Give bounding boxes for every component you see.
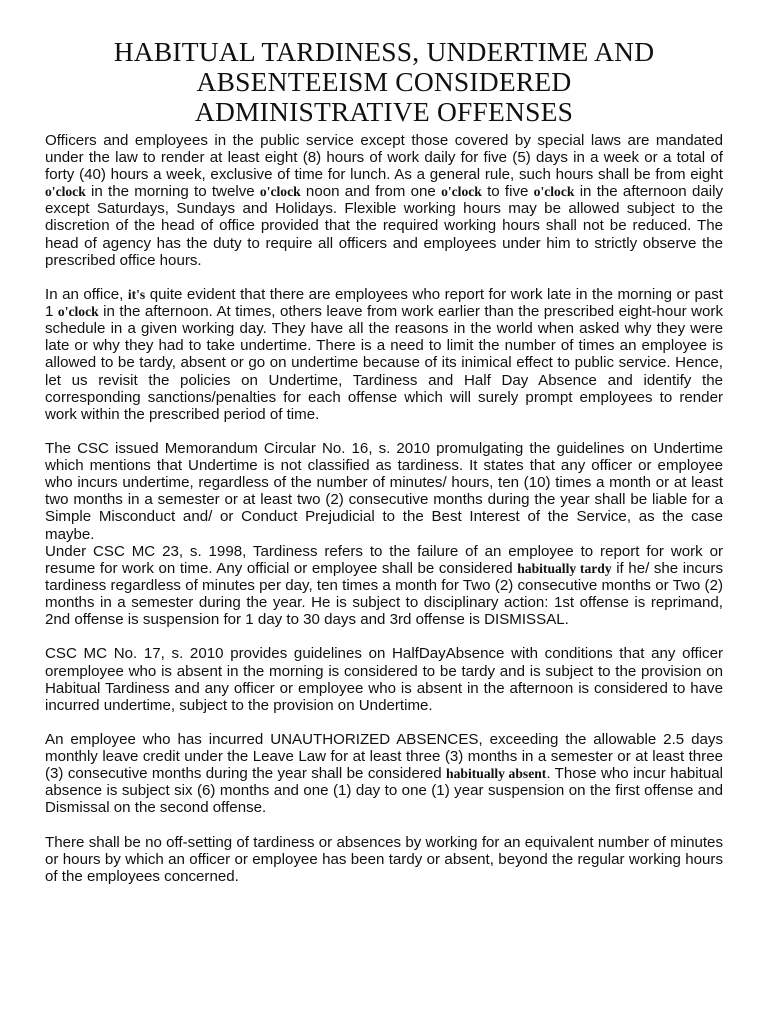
text-run: noon and from one — [300, 183, 442, 201]
paragraph-office-hours — [45, 132, 723, 269]
text-run: Under CSC MC 23, s. 1998, Tardiness refers to the failure of an employee to report for work or resume for work on time. Any official or employee shall be considered — [45, 542, 723, 577]
text-run-serif: o'clock — [57, 304, 99, 320]
document-body — [45, 132, 723, 885]
page-title — [40, 37, 728, 127]
paragraph-unauthorized-absences — [45, 731, 723, 816]
title-line-2: ABSENTEEISM CONSIDERED — [196, 66, 572, 97]
text-run: quite evident that there are employees who report for work late in the morning or past 1 — [45, 286, 723, 321]
text-run: . Those who incur habitual absence is subject six (6) months and one (1) day to one (1) year suspension on the first offense and Dismissal on the second offense. — [45, 765, 723, 817]
text-run-serif: o'clock — [259, 184, 301, 200]
text-run-serif: o'clock — [533, 184, 575, 200]
text-run-serif: o'clock — [441, 184, 482, 200]
paragraph-late-employees — [45, 286, 723, 423]
text-run: An employee who has incurred UNAUTHORIZED ABSENCES, exceeding the allowable 2.5 days monthly leave credit under the Leave Law for at least three (3) months in a semester or at least three (3) consecutive months during the year shall be considered — [45, 731, 723, 783]
text-run: to five — [481, 183, 534, 201]
text-run: in the morning to twelve — [85, 183, 260, 201]
text-run: in the afternoon daily except Saturdays, Sundays and Holidays. Flexible working hours may be allowed subject to the discretion of the head of office provided that the required working hours shall not be reduced. The head of agency has the duty to require all officers and employees under him to strictly observe the prescribed office hours. — [45, 183, 723, 269]
text-run-serif: o'clock — [45, 184, 86, 200]
paragraph-tardiness — [45, 543, 723, 628]
text-run: if he/ she incurs tardiness regardless of minutes per day, ten times a month for Two (2) consecutive months or Two (2) months in a semester during the year. He is subject to disciplinary action: 1st offense is reprimand, 2nd offense is suspension for 1 day to 30 days and 3rd offense is DISMISSAL. — [45, 559, 723, 629]
text-run-serif: habitually tardy — [517, 560, 612, 576]
paragraph-no-offsetting: There shall be no off-setting of tardiness or absences by working for an equivalent number of minutes or hours by which an officer or employee has been tardy or absent, beyond the regular working hours of the employees concerned. — [45, 833, 723, 886]
paragraph-half-day-absence: CSC MC No. 17, s. 2010 provides guidelines on HalfDayAbsence with conditions that any officer oremployee who is absent in the morning is considered to be tardy and is subject to the provision on Habitual Tardiness and any officer or employee who is absent in the afternoon is considered to have incurred undertime, subject to the provision on Undertime. — [45, 645, 723, 714]
text-run-serif: habitually absent — [446, 766, 547, 782]
title-line-1: HABITUAL TARDINESS, UNDERTIME AND — [113, 36, 655, 67]
text-run: Officers and employees in the public service except those covered by special laws are mandated under the law to render at least eight (8) hours of work daily for five (5) days in a week or a total of forty (40) hours a week, exclusive of time for lunch. As a general rule, such hours shall be from eight — [45, 132, 723, 184]
title-line-3: ADMINISTRATIVE OFFENSES — [194, 96, 574, 127]
text-run-serif: it's — [127, 287, 146, 303]
text-run: In an office, — [45, 286, 128, 304]
text-run: in the afternoon. At times, others leave from work earlier than the prescribed eight-hour work schedule in a given working day. They have all the reasons in the world when asked why they were late or why they had to take undertime. There is a need to limit the number of times an employee is allowed to be tardy, absent or go on undertime because of its inimical effect to public service. Hence, let us revisit the policies on Undertime, Tardiness and Half Day Absence and identify the corresponding sanctions/penalties for each offense which will surely prompt employees to render work within the prescribed period of time. — [45, 303, 723, 423]
paragraph-undertime: The CSC issued Memorandum Circular No. 16, s. 2010 promulgating the guidelines on Undertime which mentions that Undertime is not classified as tardiness. It states that any officer or employee who incurs undertime, regardless of the number of minutes/ hours, ten (10) times a month or at least two months in a semester or at least two (2) consecutive months during the year shall be liable for a Simple Misconduct and/ or Conduct Prejudicial to the Best Interest of the Service, as the case maybe. — [45, 440, 723, 543]
